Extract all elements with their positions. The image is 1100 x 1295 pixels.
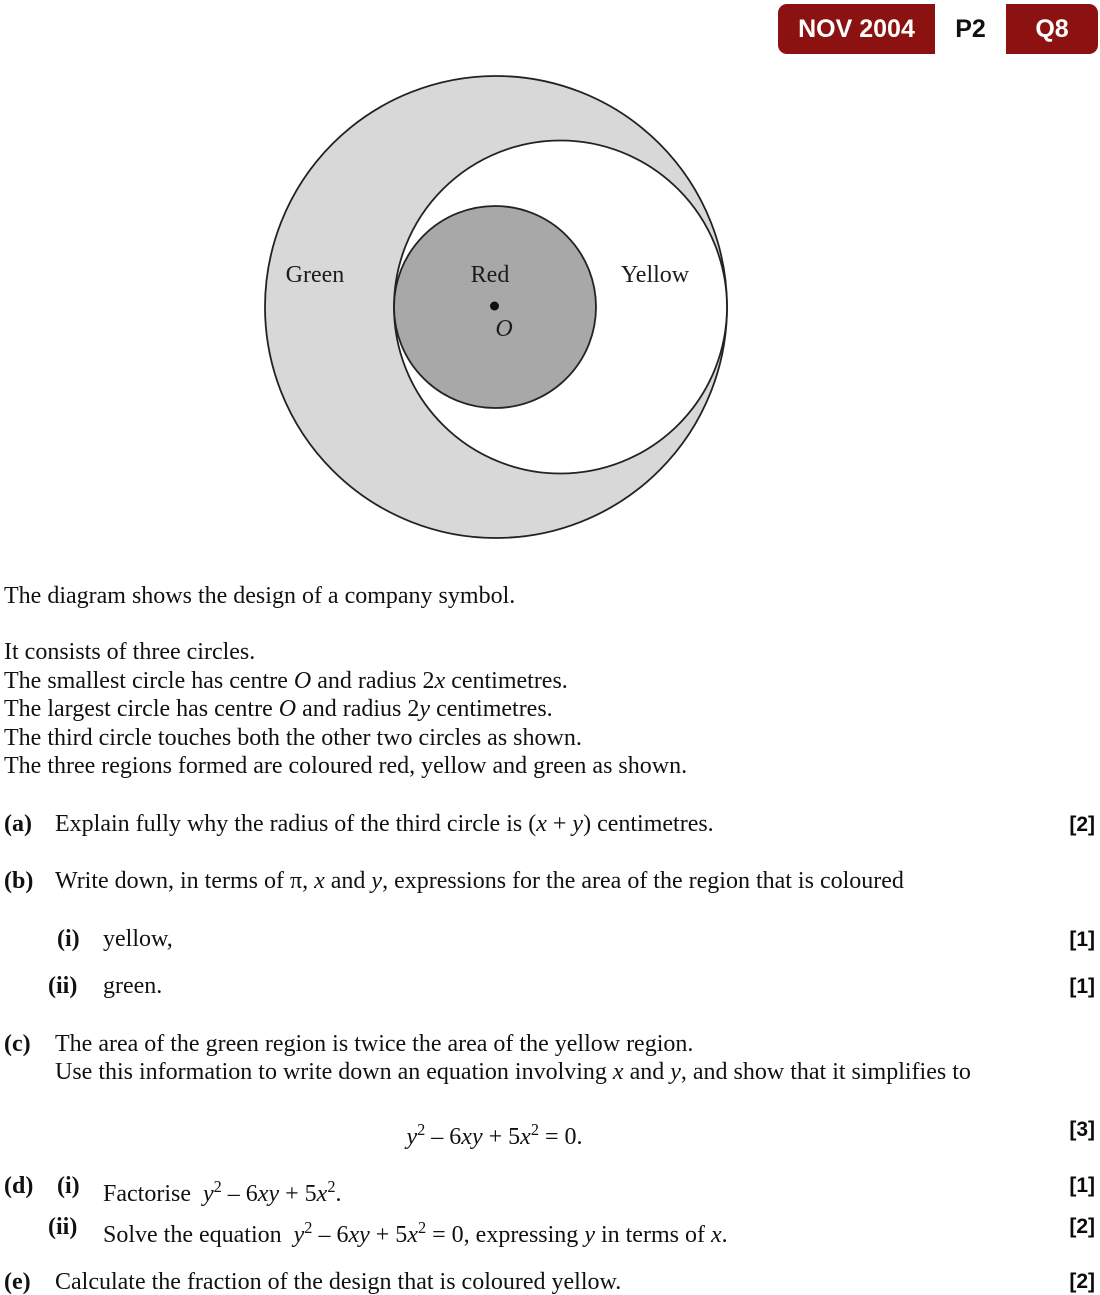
question-ref-badge	[778, 4, 1098, 54]
badge-paper-label: P2	[935, 4, 1006, 54]
part-b-i-text: yellow,	[103, 926, 173, 952]
part-d-i-mark: [1]	[1069, 1174, 1095, 1197]
part-d-label: (d)	[4, 1173, 34, 1199]
part-e-mark: [2]	[1069, 1270, 1095, 1293]
part-b-i-label: (i)	[57, 926, 80, 952]
part-a-mark: [2]	[1069, 813, 1095, 836]
part-a-label: (a)	[4, 811, 32, 837]
part-d-i-text: Factorise $y^2 - 6xy + 5x^2$.	[103, 1177, 342, 1207]
part-e-label: (e)	[4, 1269, 31, 1295]
part-c-equation: $y^2 - 6xy + 5x^2 = 0$.	[406, 1120, 583, 1150]
part-b-text: Write down, in terms of π, x and y, expressions for the area of the region that is coloured	[55, 868, 904, 894]
part-e-text: Calculate the fraction of the design that is coloured yellow.	[55, 1269, 622, 1295]
intro-line-4: The largest circle has centre O and radius 2y centimetres.	[4, 696, 553, 722]
part-d-ii-mark: [2]	[1069, 1215, 1095, 1238]
part-b-ii-mark: [1]	[1069, 975, 1095, 998]
part-a-text: Explain fully why the radius of the third circle is (x + y) centimetres.	[55, 811, 714, 837]
part-d-i-label: (i)	[57, 1173, 80, 1199]
centre-o-label: O	[495, 316, 513, 342]
part-c-mark: [3]	[1069, 1118, 1095, 1141]
part-c-text-line-1: The area of the green region is twice the area of the yellow region.	[55, 1031, 694, 1057]
part-b-label: (b)	[4, 868, 34, 894]
intro-line-6: The three regions formed are coloured red, yellow and green as shown.	[4, 753, 688, 779]
green-region-label: Green	[285, 262, 345, 288]
part-c-label: (c)	[4, 1031, 31, 1057]
part-c-text-line-2: Use this information to write down an equation involving x and y, and show that it simplifies to	[55, 1059, 971, 1085]
centre-dot	[490, 302, 499, 311]
company-symbol-diagram	[230, 60, 760, 550]
intro-line-2: It consists of three circles.	[4, 639, 256, 665]
intro-line-3: The smallest circle has centre O and radius 2x centimetres.	[4, 668, 568, 694]
badge-question-label: Q8	[1035, 14, 1069, 43]
part-d-ii-label: (ii)	[48, 1214, 78, 1240]
part-b-i-mark: [1]	[1069, 928, 1095, 951]
intro-line-1: The diagram shows the design of a company symbol.	[4, 583, 516, 609]
yellow-region-label: Yellow	[620, 262, 690, 288]
part-b-ii-text: green.	[103, 973, 163, 999]
red-region-label: Red	[470, 262, 510, 288]
part-d-ii-text: Solve the equation $y^2 - 6xy + 5x^2 = 0$, expressing y in terms of x.	[103, 1218, 728, 1248]
intro-line-5: The third circle touches both the other two circles as shown.	[4, 725, 582, 751]
badge-session-label: NOV 2004	[798, 14, 915, 43]
part-b-ii-label: (ii)	[48, 973, 78, 999]
